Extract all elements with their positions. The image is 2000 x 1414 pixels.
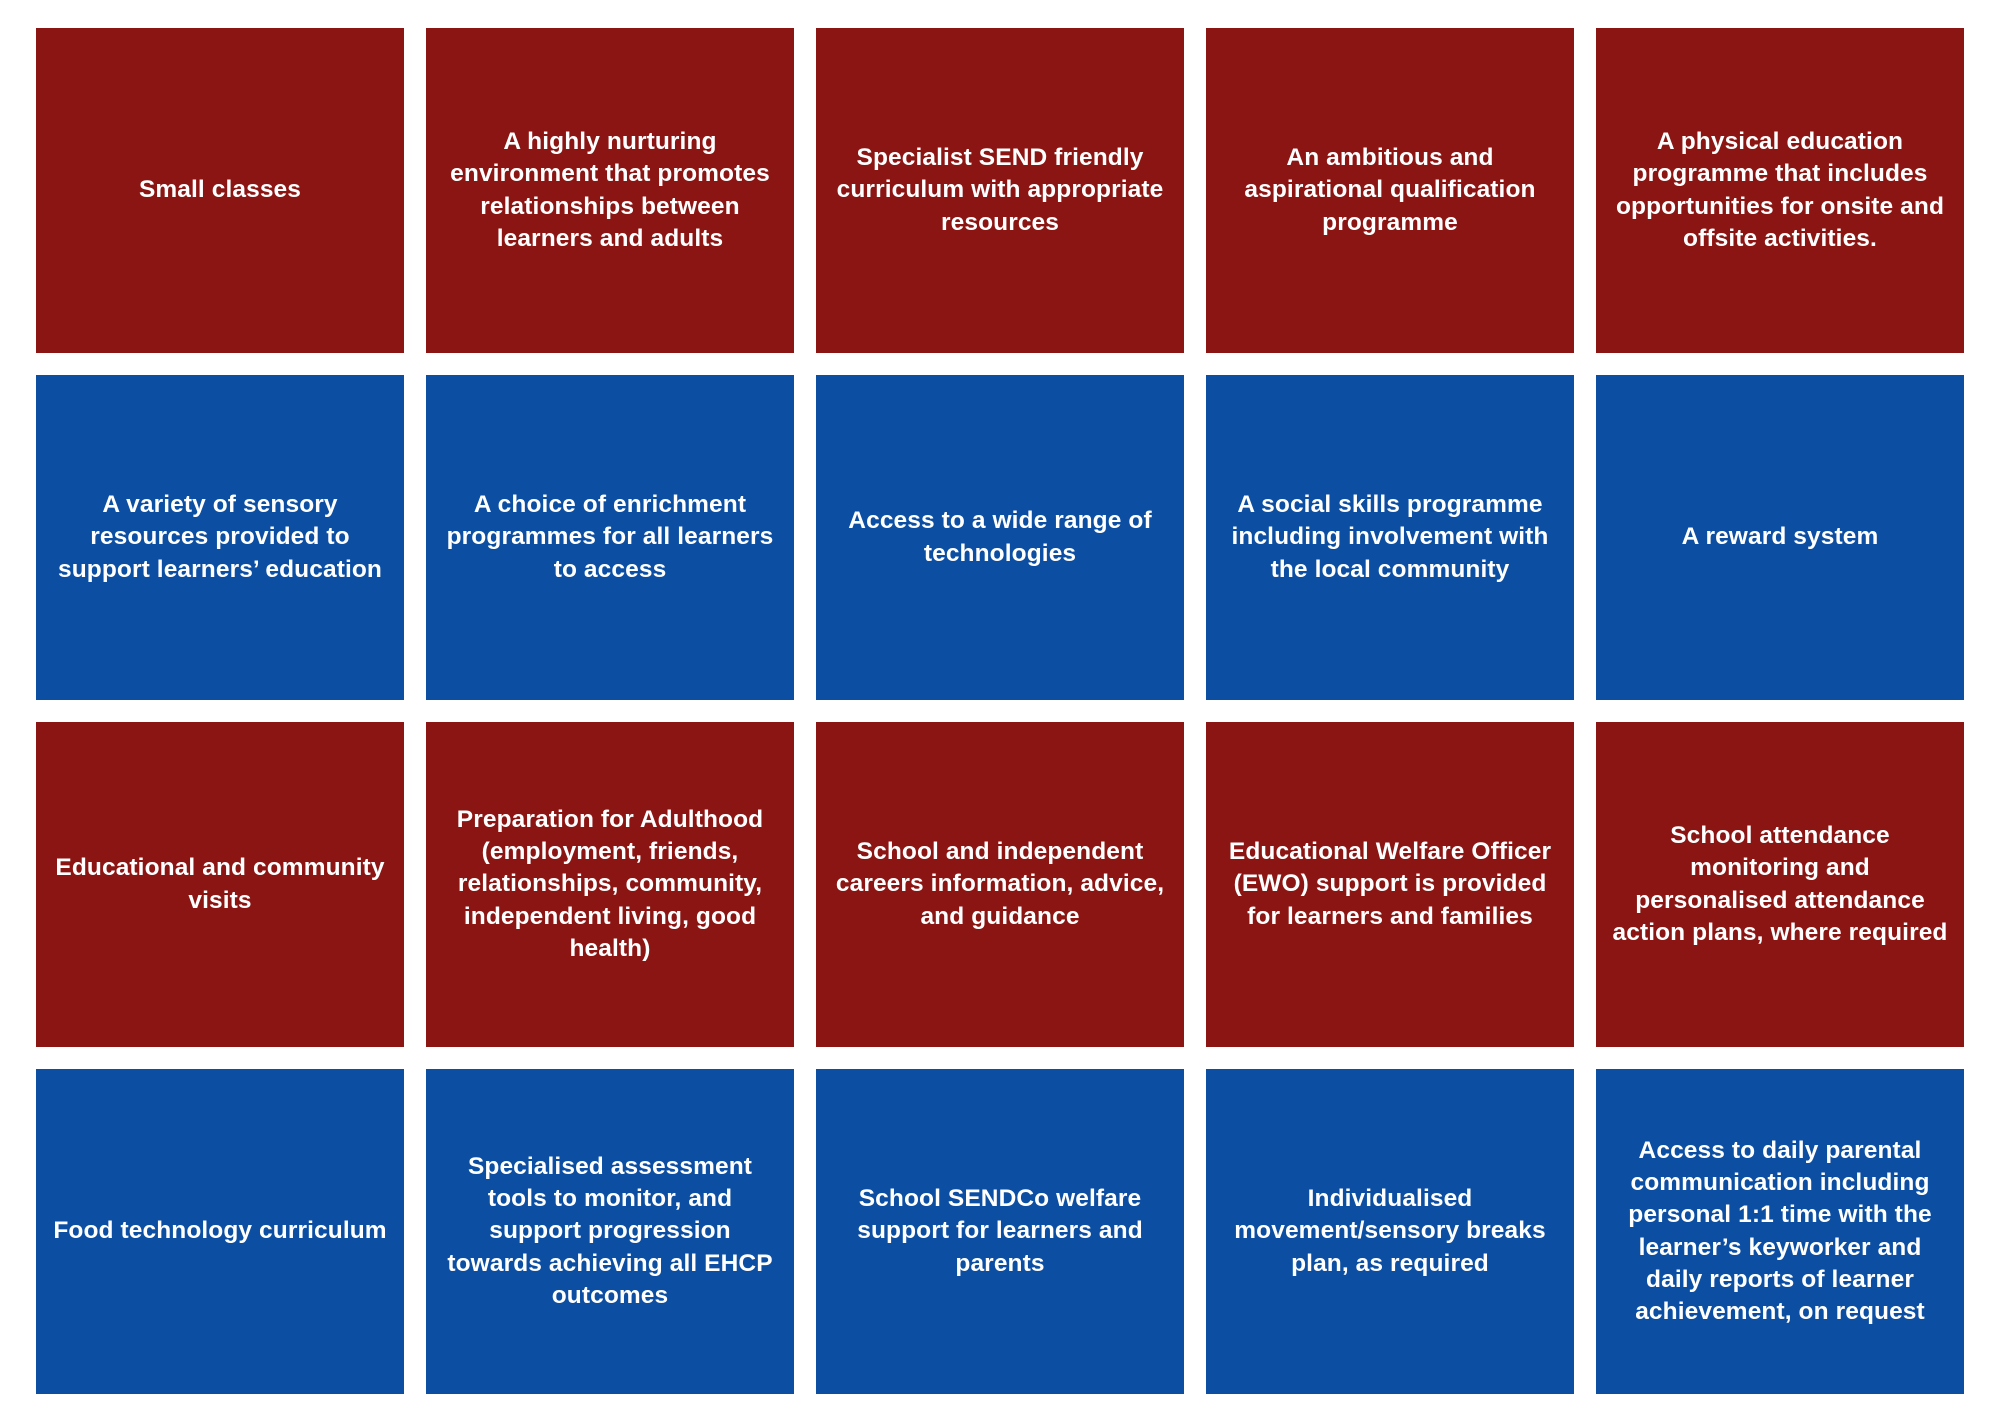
offer-tile-label: Small classes [138, 176, 302, 204]
offer-tile-label: Specialised assessment tools to monitor, and support progression towards achieving all EHCP outcomes [447, 1152, 773, 1309]
offer-tile-label: Food technology curriculum [53, 1217, 387, 1245]
offer-tile-label: School SENDCo welfare support for learners and parents [857, 1185, 1143, 1277]
offer-tile [426, 375, 794, 700]
offer-tile-label: School and independent careers information, advice, and guidance [835, 838, 1165, 930]
offer-tile [1206, 375, 1574, 700]
offer-tile [1206, 28, 1574, 353]
offer-tile-label: Specialist SEND friendly curriculum with appropriate resources [836, 144, 1164, 236]
offer-tile-label: A highly nurturing environment that promotes relationships between learners and adults [450, 127, 770, 252]
offer-tile-label: A reward system [1681, 523, 1879, 551]
offer-tile [36, 28, 404, 353]
offer-tile [36, 722, 404, 1047]
offer-tile [426, 1069, 794, 1394]
offer-tile [816, 722, 1184, 1047]
offer-tile-label: Preparation for Adulthood (employment, friends, relationships, community, independent living, good health) [456, 805, 764, 962]
offer-tile-label: School attendance monitoring and personalised attendance action plans, where required [1612, 821, 1948, 946]
offer-tile [426, 28, 794, 353]
offer-tile [1596, 375, 1964, 700]
offer-tile-label: An ambitious and aspirational qualification programme [1244, 144, 1536, 236]
offer-tile [1206, 1069, 1574, 1394]
offer-tile [1596, 722, 1964, 1047]
offer-tile-label: A choice of enrichment programmes for all learners to access [446, 491, 774, 583]
offer-tile-label: Individualised movement/sensory breaks plan, as required [1234, 1185, 1546, 1277]
offer-tile [816, 375, 1184, 700]
offer-tile [1596, 28, 1964, 353]
offer-tile [36, 1069, 404, 1394]
offer-tile-label: A physical education programme that includes opportunities for onsite and offsite activities. [1615, 127, 1945, 252]
offer-tile [816, 1069, 1184, 1394]
offer-tile [1596, 1069, 1964, 1394]
offer-tile-label: A variety of sensory resources provided to support learners’ education [58, 491, 382, 583]
offer-tile-label: Educational and community visits [55, 854, 385, 914]
offer-tile [426, 722, 794, 1047]
offer-tile [36, 375, 404, 700]
offer-tile-label: Access to a wide range of technologies [848, 507, 1152, 567]
offer-tile [1206, 722, 1574, 1047]
offer-tile-label: Educational Welfare Officer (EWO) support is provided for learners and families [1228, 838, 1552, 930]
offer-tile [816, 28, 1184, 353]
offer-tile-label: Access to daily parental communication including personal 1:1 time with the learner’s keyworker and daily reports of learner achievement, on request [1628, 1136, 1932, 1326]
offer-tile-label: A social skills programme including involvement with the local community [1231, 491, 1549, 583]
